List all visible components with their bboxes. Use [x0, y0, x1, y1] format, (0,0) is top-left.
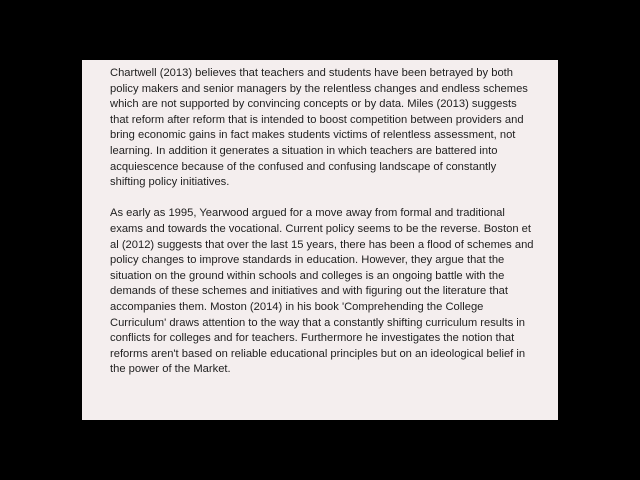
- paragraph-2: As early as 1995, Yearwood argued for a move away from formal and traditional exams and towards the vocational. Current policy seems to be the reverse. Boston et al (2012) suggests that over the last 15 years, there has been a flood of schemes and policy changes to improve standards in education. However, they argue that the situation on the ground within schools and colleges is an ongoing battle with the demands of these schemes and initiatives and with figuring out the literature that accompanies them. Moston (2014) in his book 'Comprehending the College Curriculum' draws attention to the way that a constantly shifting curriculum results in conflicts for colleges and for teachers. Furthermore he investigates the notion that reforms aren't based on reliable educational principles but on an ideological belief in the power of the Market.: [110, 207, 534, 376]
- paragraph-1: Chartwell (2013) believes that teachers and students have been betrayed by both policy makers and senior managers by the relentless changes and endless schemes which are not supported by convincing concepts or by data. Miles (2013) suggests that reform after reform that is intended to boost competition between providers and bring economic gains in fact makes students victims of relentless assessment, not learning. In addition it generates a situation in which teachers are battered into acquiescence because of the confused and confusing landscape of constantly shifting policy initiatives.: [110, 67, 528, 189]
- document-page: [82, 60, 558, 420]
